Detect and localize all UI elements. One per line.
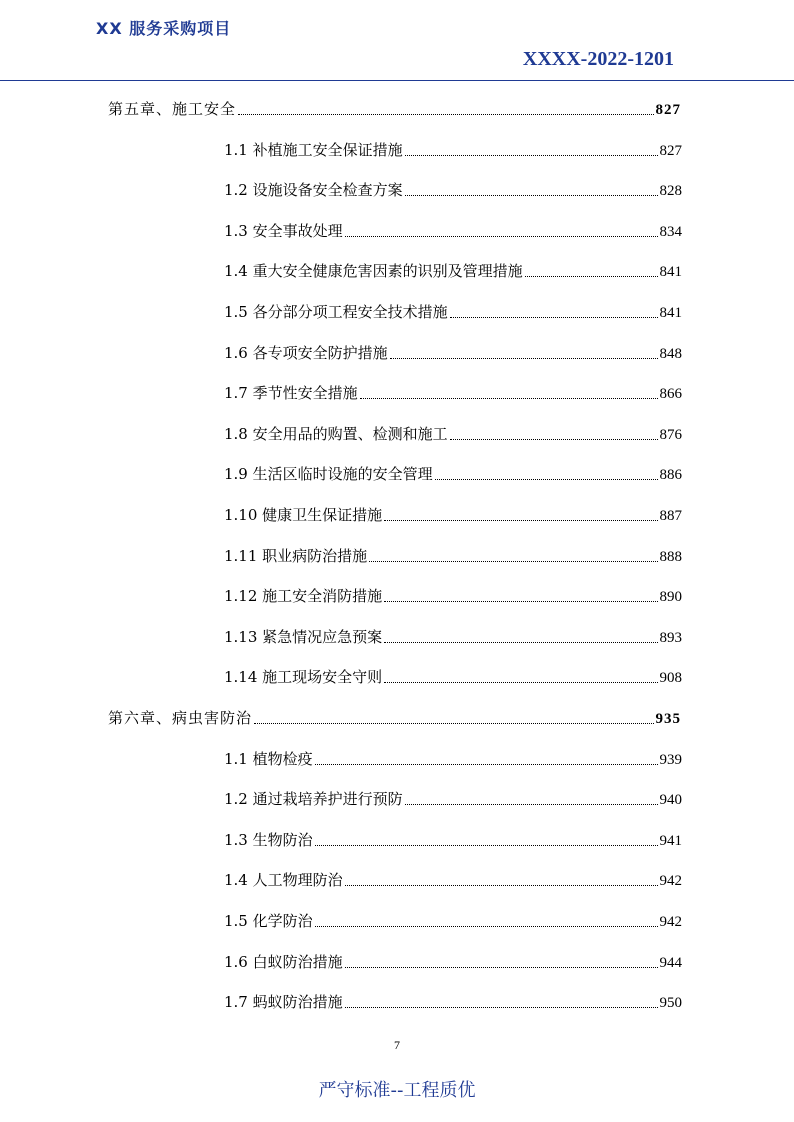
toc-section-entry[interactable]	[224, 219, 682, 243]
toc-section-entry[interactable]	[224, 584, 682, 608]
toc-dot-leader	[405, 155, 658, 156]
toc-entry-page: 940	[659, 792, 682, 809]
toc-entry-page: 944	[659, 954, 682, 971]
toc-entry-page: 942	[659, 873, 682, 890]
toc-entry-label: 1.8 安全用品的购置、检测和施工	[224, 424, 448, 443]
toc-entry-label: 1.5 各分部分项工程安全技术措施	[224, 303, 448, 321]
toc-section-entry[interactable]	[224, 138, 682, 162]
toc-chapter-entry[interactable]	[108, 97, 681, 121]
toc-entry-page: 908	[659, 670, 682, 687]
toc-dot-leader	[384, 601, 657, 602]
toc-dot-leader	[360, 398, 658, 399]
toc-section-entry[interactable]	[224, 747, 682, 771]
toc-section-entry[interactable]	[224, 178, 682, 202]
toc-entry-page: 935	[655, 711, 681, 727]
toc-dot-leader	[345, 885, 658, 886]
toc-entry-page: 942	[659, 914, 682, 930]
toc-entry-page: 827	[655, 102, 681, 118]
toc-entry-page: 841	[659, 264, 682, 281]
toc-entry-label: 1.5 化学防治	[224, 912, 313, 930]
toc-dot-leader	[345, 1007, 658, 1008]
toc-dot-leader	[435, 479, 658, 480]
toc-dot-leader	[390, 358, 658, 359]
toc-entry-page: 827	[659, 142, 682, 159]
toc-section-entry[interactable]	[224, 665, 682, 689]
toc-entry-label: 1.4 重大安全健康危害因素的识别及管理措施	[224, 262, 523, 281]
toc-entry-label: 1.1 补植施工安全保证措施	[224, 140, 403, 159]
toc-section-entry[interactable]	[224, 787, 682, 811]
toc-entry-label: 1.3 安全事故处理	[224, 221, 343, 240]
toc-dot-leader	[525, 276, 658, 277]
toc-section-entry[interactable]	[224, 503, 682, 527]
toc-dot-leader	[450, 439, 658, 440]
toc-dot-leader	[315, 764, 658, 765]
toc-chapter-entry[interactable]	[108, 706, 681, 730]
toc-entry-label: 1.12 施工安全消防措施	[224, 587, 383, 606]
toc-entry-page: 876	[659, 426, 682, 443]
toc-entry-page: 848	[659, 345, 682, 362]
toc-section-entry[interactable]	[224, 868, 682, 892]
header-divider	[0, 80, 794, 81]
toc-dot-leader	[384, 520, 657, 521]
toc-section-entry[interactable]	[224, 422, 682, 446]
toc-entry-page: 886	[659, 467, 682, 484]
toc-section-entry[interactable]	[224, 341, 682, 365]
toc-dot-leader	[238, 114, 653, 115]
toc-section-entry[interactable]	[224, 990, 682, 1014]
toc-section-entry[interactable]	[224, 259, 682, 283]
toc-dot-leader	[315, 926, 658, 927]
toc-dot-leader	[345, 967, 658, 968]
toc-dot-leader	[369, 561, 657, 562]
toc-entry-page: 887	[659, 508, 682, 524]
toc-entry-page: 939	[659, 751, 682, 768]
toc-entry-label: 1.4 人工物理防治	[224, 871, 343, 890]
toc-section-entry[interactable]	[224, 462, 682, 486]
toc-dot-leader	[384, 682, 657, 683]
toc-dot-leader	[315, 845, 658, 846]
toc-entry-label: 1.11 职业病防治措施	[224, 546, 368, 565]
toc-dot-leader	[384, 642, 657, 643]
toc-dot-leader	[254, 723, 653, 724]
toc-entry-label: 1.6 白蚁防治措施	[224, 952, 343, 971]
toc-entry-label: 1.1 植物检疫	[224, 749, 313, 768]
toc-entry-page: 834	[659, 223, 682, 240]
toc-entry-label: 1.2 设施设备安全检查方案	[224, 181, 403, 200]
toc-entry-page: 941	[659, 832, 682, 849]
toc-section-entry[interactable]	[224, 909, 682, 933]
toc-entry-label: 第五章、施工安全	[108, 100, 237, 118]
toc-entry-label: 1.7 蚂蚁防治措施	[224, 993, 343, 1012]
toc-entry-page: 950	[659, 995, 682, 1012]
toc-dot-leader	[450, 317, 658, 318]
toc-entry-label: 1.10 健康卫生保证措施	[224, 506, 383, 524]
toc-section-entry[interactable]	[224, 544, 682, 568]
toc-dot-leader	[405, 195, 658, 196]
header-document-code: XXXX-2022-1201	[522, 48, 674, 70]
toc-dot-leader	[405, 804, 658, 805]
page-number: 7	[394, 1038, 400, 1052]
toc-section-entry[interactable]	[224, 625, 682, 649]
toc-entry-page: 866	[659, 386, 682, 403]
toc-entry-label: 第六章、病虫害防治	[108, 709, 253, 727]
toc-entry-page: 890	[659, 589, 682, 606]
toc-entry-page: 841	[659, 305, 682, 321]
toc-entry-page: 893	[659, 629, 682, 646]
toc-entry-label: 1.13 紧急情况应急预案	[224, 627, 383, 646]
toc-section-entry[interactable]	[224, 950, 682, 974]
toc-entry-page: 888	[659, 548, 682, 565]
footer-slogan: 严守标准--工程质优	[318, 1080, 476, 1101]
toc-dot-leader	[345, 236, 658, 237]
toc-entry-label: 1.7 季节性安全措施	[224, 384, 358, 403]
toc-entry-label: 1.2 通过栽培养护进行预防	[224, 790, 403, 809]
toc-entry-label: 1.9 生活区临时设施的安全管理	[224, 465, 433, 484]
header-project-title: XX 服务采购项目	[96, 19, 232, 38]
toc-section-entry[interactable]	[224, 828, 682, 852]
toc-entry-label: 1.14 施工现场安全守则	[224, 668, 383, 687]
toc-section-entry[interactable]	[224, 381, 682, 405]
toc-entry-page: 828	[659, 183, 682, 200]
toc-entry-label: 1.3 生物防治	[224, 830, 313, 849]
toc-section-entry[interactable]	[224, 300, 682, 324]
toc-entry-label: 1.6 各专项安全防护措施	[224, 343, 388, 362]
